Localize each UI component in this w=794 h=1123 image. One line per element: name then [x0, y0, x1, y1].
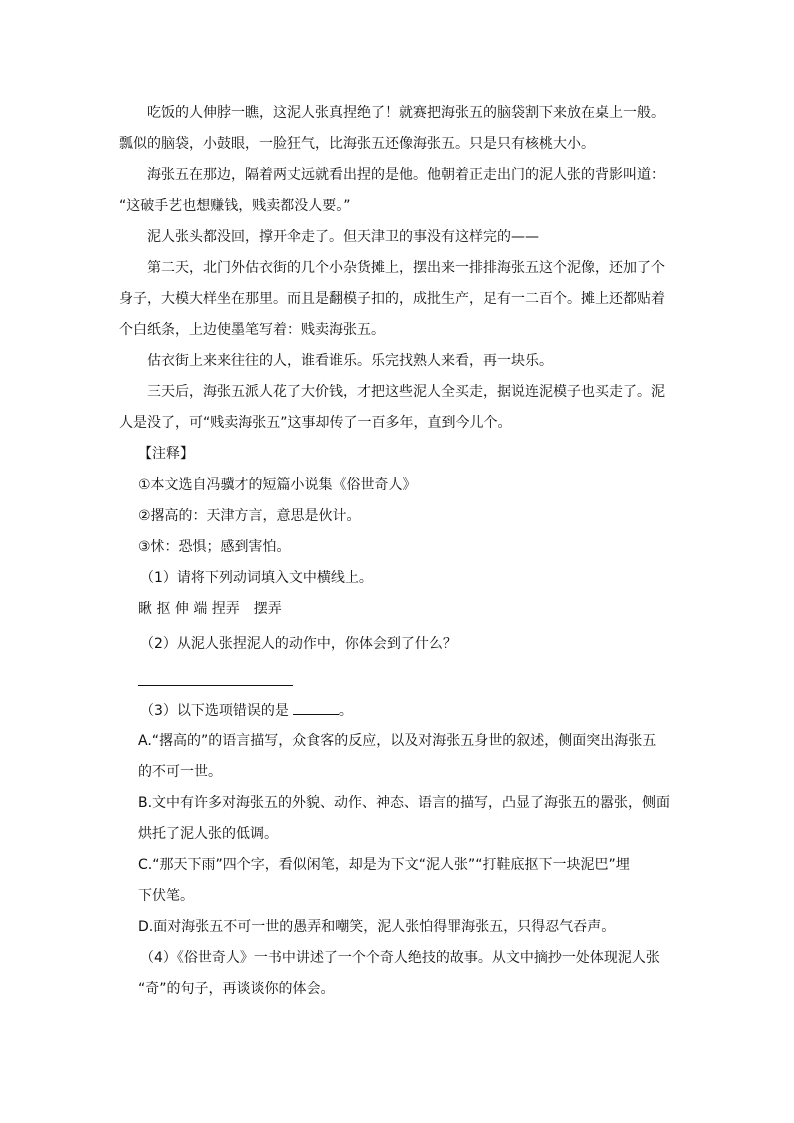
story-paragraph-1-line-2: 瓢似的脑袋，小鼓眼，一脸狂气，比海张五还像海张五。只是只有核桃大小。	[119, 136, 595, 152]
notes-title: 【注释】	[138, 446, 194, 462]
story-paragraph-6-line-1: 三天后，海张五派人花了大价钱，才把这些泥人全买走，据说连泥模子也买走了。泥	[147, 384, 665, 400]
question-2-answer-line[interactable]	[138, 685, 293, 686]
question-4-line-2: “奇”的句子，再谈谈你的体会。	[138, 981, 335, 997]
question-3-answer-blank[interactable]	[293, 700, 339, 715]
story-paragraph-6-line-2: 人是没了，可“贱卖海张五”这事却传了一百多年，直到今儿个。	[119, 415, 512, 431]
question-1-word-bank: 瞅 抠 伸 端 捏弄 摆弄	[138, 601, 282, 617]
note-2: ②撂高的：天津方言，意思是伙计。	[138, 508, 361, 524]
note-1: ①本文选自冯骥才的短篇小说集《俗世奇人》	[138, 477, 417, 493]
story-paragraph-5-line-1: 估衣街上来来往往的人，谁看谁乐。乐完找熟人来看，再一块乐。	[147, 353, 553, 369]
question-4-line-1: （4）《俗世奇人》一书中讲述了一个个奇人绝技的故事。从文中摘抄一处体现泥人张	[140, 950, 660, 966]
story-paragraph-1-line-1: 吃饭的人伸脖一瞧，这泥人张真捏绝了！就赛把海张五的脑袋割下来放在桌上一般。	[147, 105, 665, 121]
question-2: （2）从泥人张捏泥人的动作中，你体会到了什么？	[140, 636, 457, 652]
option-d-line-1: D.面对海张五不可一世的愚弄和嘲笑，泥人张怕得罪海张五，只得忍气吞声。	[138, 919, 616, 935]
option-c-line-2: 下伏笔。	[138, 888, 194, 904]
story-paragraph-4-line-2: 身子，大模大样坐在那里。而且是翻模子扣的，成批生产，足有一二百个。摊上还都贴着	[119, 291, 665, 307]
story-paragraph-4-line-1: 第二天，北门外估衣街的几个小杂货摊上，摆出来一排排海张五这个泥像，还加了个	[147, 260, 665, 276]
option-b-line-2: 烘托了泥人张的低调。	[138, 826, 278, 842]
note-3: ③怵：恐惧；感到害怕。	[138, 539, 291, 555]
story-paragraph-4-line-3: 个白纸条，上边使墨笔写着：贱卖海张五。	[119, 322, 385, 338]
option-a-line-1: A.“撂高的”的语言描写，众食客的反应，以及对海张五身世的叙述，侧面突出海张五	[138, 733, 657, 749]
story-paragraph-2-line-1: 海张五在那边，隔着两丈远就看出捏的是他。他朝着正走出门的泥人张的背影叫道：	[147, 167, 665, 183]
question-3-prefix: （3）以下选项错误的是	[140, 703, 289, 719]
story-paragraph-3-line-1: 泥人张头都没回，撑开伞走了。但天津卫的事没有这样完的——	[147, 229, 539, 245]
question-1: （1）请将下列动词填入文中横线上。	[140, 570, 373, 586]
option-b-line-1: B.文中有许多对海张五的外貌、动作、神态、语言的描写，凸显了海张五的嚣张，侧面	[138, 795, 671, 811]
option-c-line-1: C.“那天下雨”四个字，看似闲笔，却是为下文“泥人张”“打鞋底抠下一块泥巴”埋	[138, 857, 630, 873]
question-3-suffix: 。	[338, 703, 353, 719]
option-a-line-2: 的不可一世。	[138, 764, 222, 780]
question-3	[140, 700, 353, 721]
story-paragraph-2-line-2: “这破手艺也想赚钱，贱卖都没人要。”	[119, 198, 351, 214]
